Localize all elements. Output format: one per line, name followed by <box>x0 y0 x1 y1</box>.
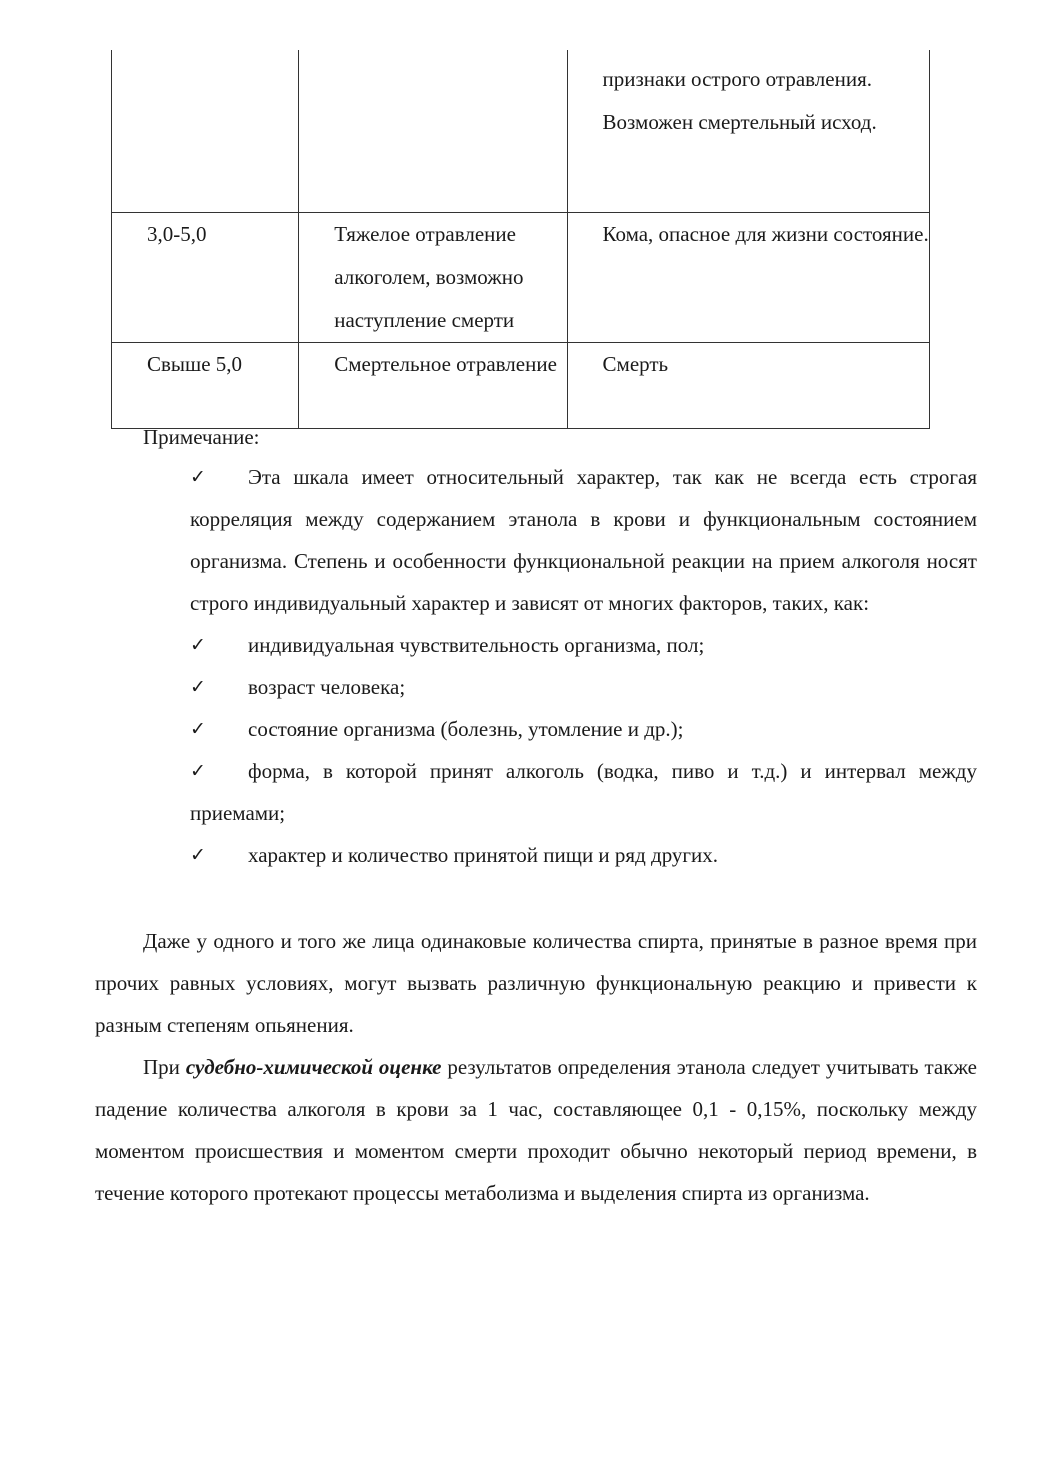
list-item <box>190 666 977 708</box>
symptoms-cell: признаки острого отравления. Возможен смертельный исход. <box>567 50 929 213</box>
list-item <box>190 708 977 750</box>
stage-cell <box>299 50 567 213</box>
symptoms-cell: Смерть <box>567 343 929 429</box>
check-icon: ✓ <box>190 634 206 656</box>
list-item-text: форма, в которой принят алкоголь (водка, пиво и т.д.) и интервал между приемами; <box>190 759 977 825</box>
paragraph-text: Даже у одного и того же лица одинаковые количества спирта, принятые в разное время при прочих равных условиях, могут вызвать различную функциональную реакцию и привести к разным степеням опьянения. <box>95 929 977 1037</box>
alcohol-intoxication-table <box>111 50 930 429</box>
check-icon: ✓ <box>190 718 206 740</box>
stage-cell: Смертельное отравление <box>299 343 567 429</box>
emphasized-term: судебно-химической оценке <box>185 1055 442 1079</box>
list-item-text: состояние организма (болезнь, утомление и др.); <box>248 717 684 741</box>
note-label: Примечание: <box>143 425 260 449</box>
stage-cell: Тяжелое отравление алкоголем, возможно наступление смерти <box>299 213 567 343</box>
bac-cell: 3,0-5,0 <box>112 213 299 343</box>
table-row <box>112 50 930 213</box>
bac-cell: Свыше 5,0 <box>112 343 299 429</box>
list-item-text: Эта шкала имеет относительный характер, так как не всегда есть строгая корреляция между содержанием этанола в крови и функциональным состоянием организма. Степень и особенности функциональной реакции на прием алкоголя носят строго индивидуальный характер и зависят от многих факторов, таких, как: <box>190 465 977 615</box>
table-row <box>112 213 930 343</box>
list-item <box>190 750 977 834</box>
check-icon: ✓ <box>190 676 206 698</box>
list-item-text: возраст человека; <box>248 675 406 699</box>
paragraph-rest: результатов определения этанола следует учитывать также падение количества алкоголя в крови за 1 час, составляющее 0,1 - 0,15%, поскольку между моментом происшествия и моментом смерти проходит обычно некоторый период времени, в течение которого протекают процессы метаболизма и выделения спирта из организма. <box>95 1055 978 1205</box>
list-item <box>190 456 977 624</box>
note-list <box>190 456 977 876</box>
paragraph-start: При <box>143 1055 186 1079</box>
paragraph-text <box>95 1046 977 1214</box>
list-item-text: индивидуальная чувствительность организма, пол; <box>248 633 705 657</box>
bac-cell <box>112 50 299 213</box>
list-item <box>190 834 977 876</box>
paragraph <box>95 920 977 1046</box>
check-icon: ✓ <box>190 466 206 488</box>
check-icon: ✓ <box>190 844 206 866</box>
list-item <box>190 624 977 666</box>
paragraph <box>95 1046 977 1214</box>
check-icon: ✓ <box>190 760 206 782</box>
list-item-text: характер и количество принятой пищи и ряд других. <box>248 843 719 867</box>
symptoms-cell: Кома, опасное для жизни состояние. <box>567 213 929 343</box>
